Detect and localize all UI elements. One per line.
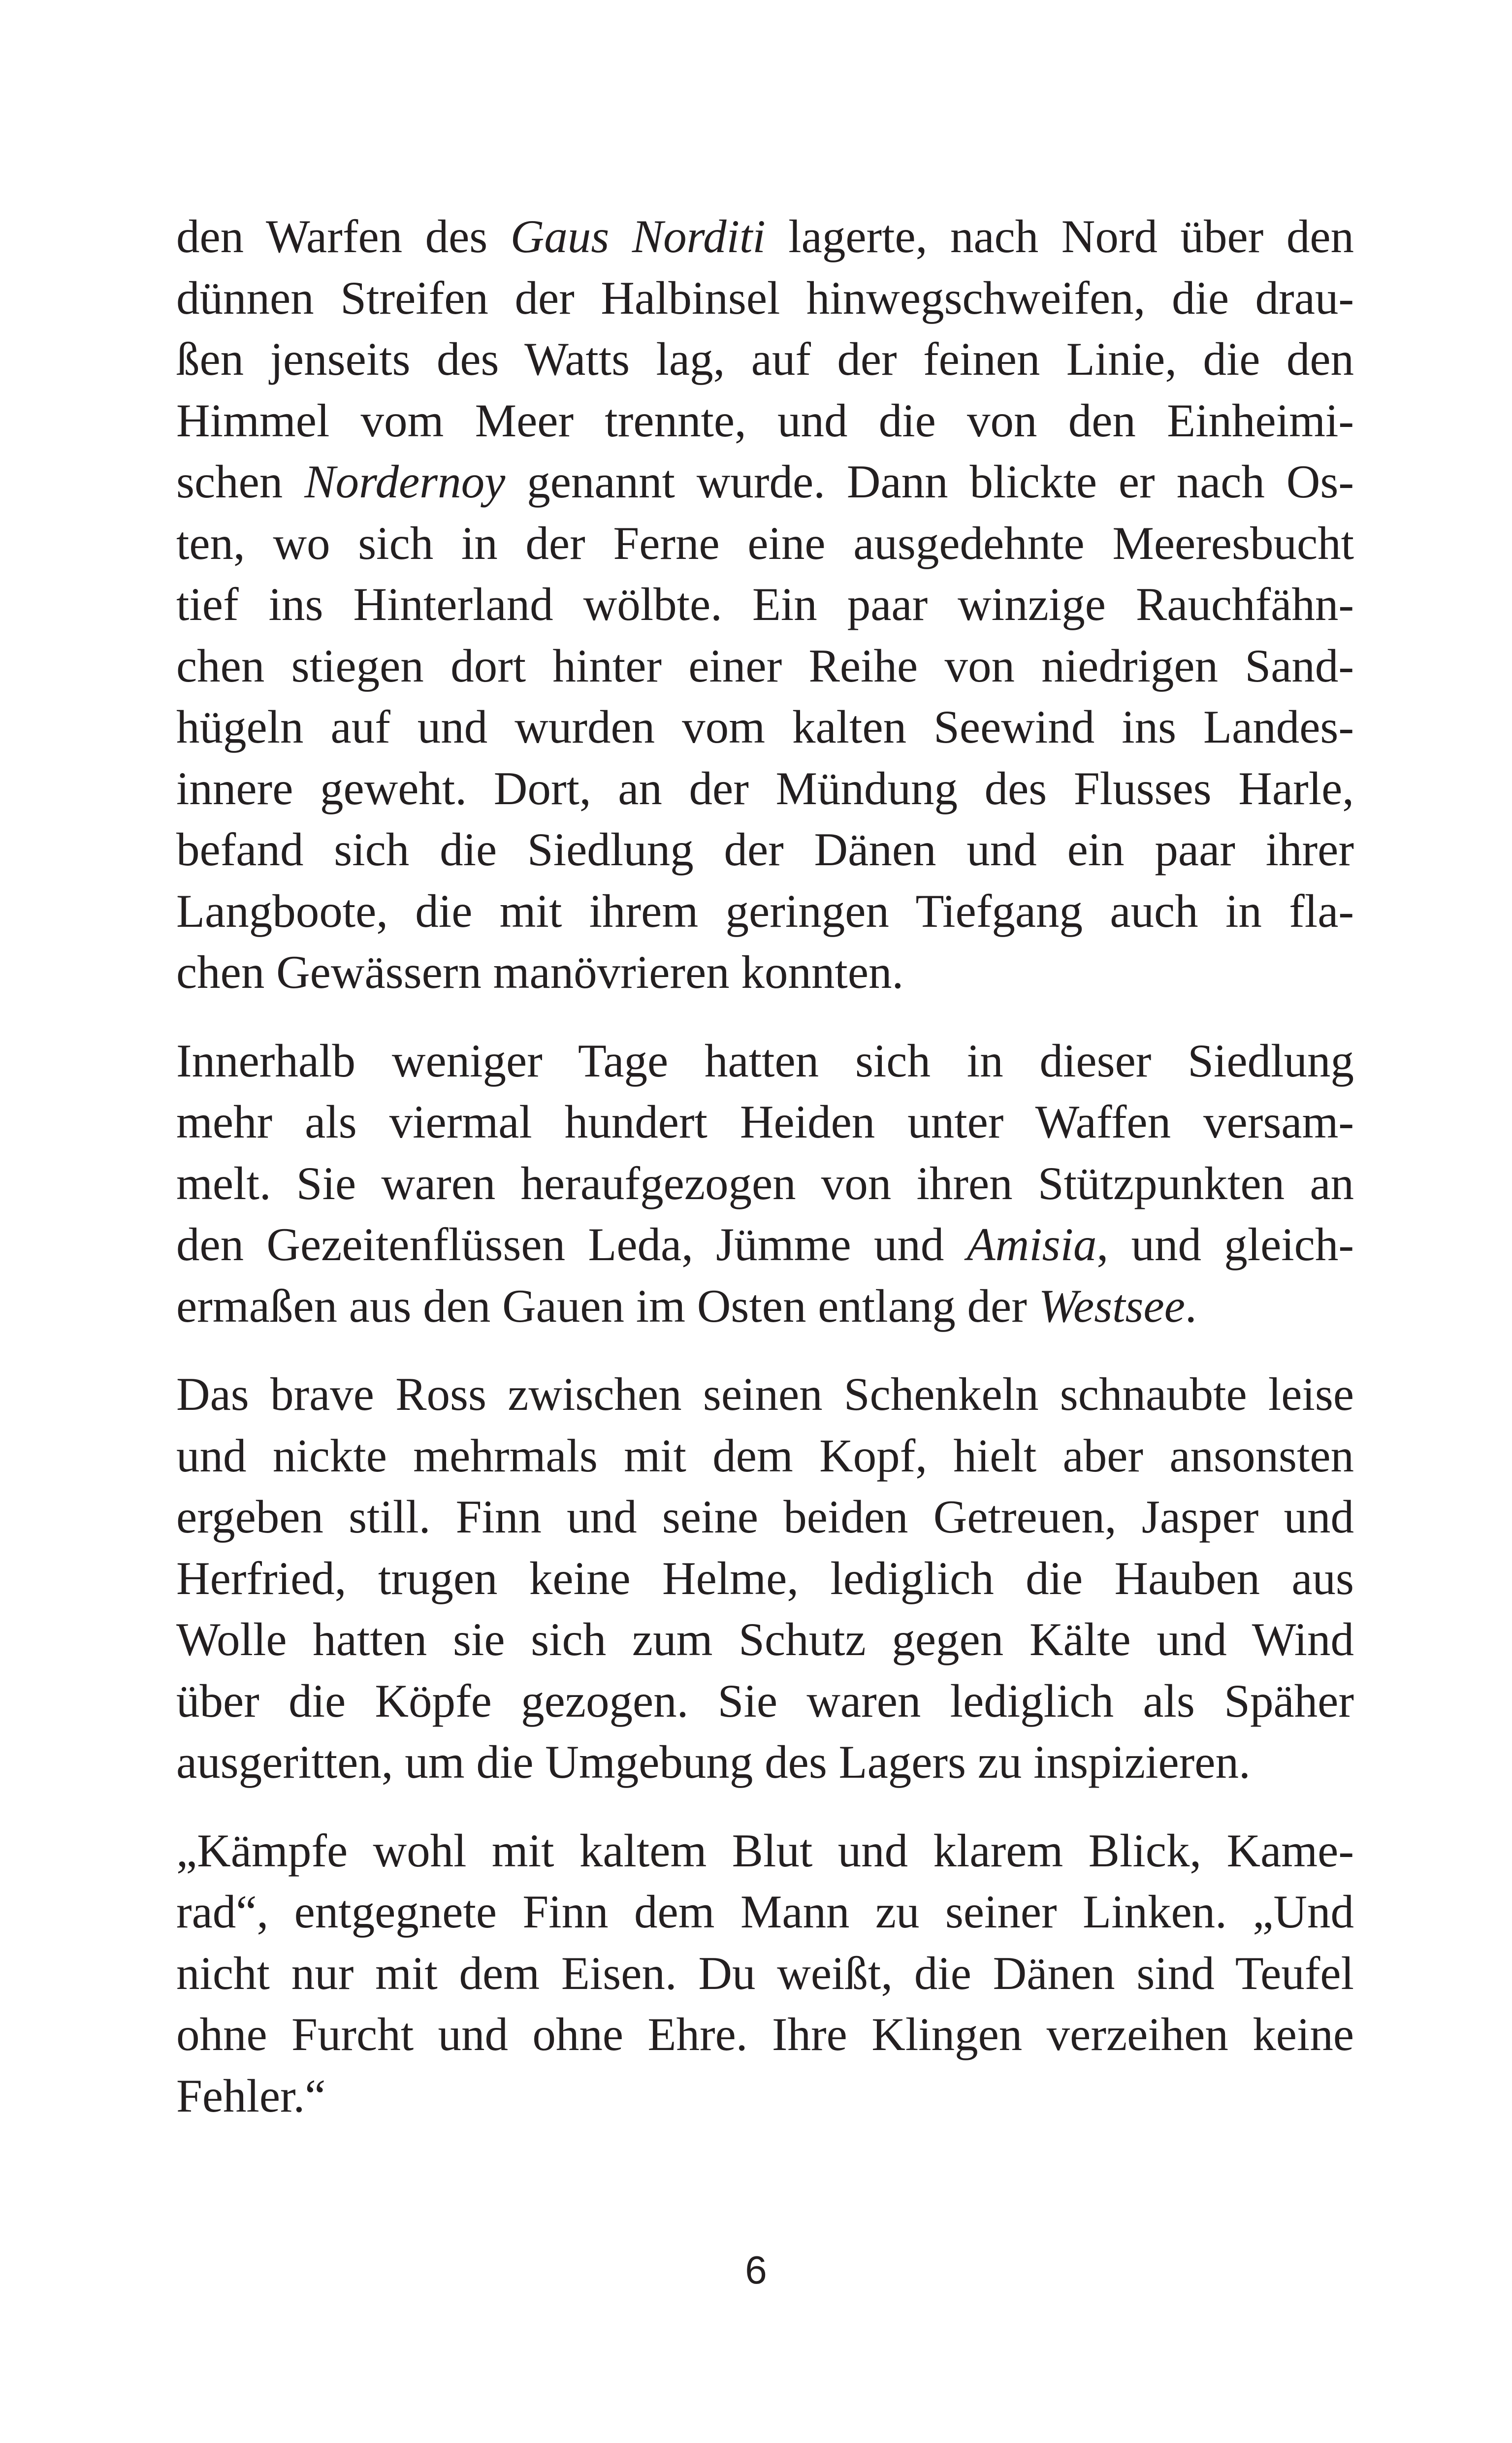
text-run: tief ins Hinterland wölbte. Ein paar winzige Rauchfähn- [176,578,1354,630]
text-line [176,451,1354,513]
italic-text-run: Nordernoy [304,456,506,508]
text-line [176,513,1354,574]
text-run: melt. Sie waren heraufgezogen von ihren Stützpunkten an [176,1157,1354,1209]
text-run: ergeben still. Finn und seine beiden Getreuen, Jasper und [176,1491,1354,1543]
text-run: Wolle hatten sie sich zum Schutz gegen Kälte und Wind [176,1613,1354,1665]
text-run: . [1185,1279,1197,1332]
text-run: ermaßen aus den Gauen im Osten entlang der [176,1279,1039,1332]
text-run: und nickte mehrmals mit dem Kopf, hielt aber ansonsten [176,1429,1354,1482]
text-line [176,696,1354,758]
text-run: chen stiegen dort hinter einer Reihe von niedrigen Sand- [176,639,1354,692]
text-run: chen Gewässern manövrieren konnten. [176,946,904,998]
text-line [176,1548,1354,1609]
text-line [176,942,1354,1003]
text-run: dünnen Streifen der Halbinsel hinwegschweifen, die drau- [176,271,1354,324]
book-page-body [176,206,1354,2153]
text-run: Herfried, trugen keine Helme, lediglich die Hauben aus [176,1552,1354,1604]
paragraph [176,1820,1354,2127]
text-run: lagerte, nach Nord über den [765,210,1354,262]
text-run: innere geweht. Dort, an der Mündung des Flusses Harle, [176,762,1354,814]
text-line [176,1153,1354,1214]
paragraph [176,1364,1354,1793]
text-line [176,1275,1354,1337]
text-run: , und gleich- [1096,1218,1354,1270]
italic-text-run: Amisia [966,1218,1097,1270]
text-line [176,635,1354,697]
text-line [176,574,1354,635]
italic-text-run: Westsee [1038,1279,1185,1332]
text-run: ßen jenseits des Watts lag, auf der feinen Linie, die den [176,333,1354,385]
text-line [176,1731,1354,1793]
text-run: befand sich die Siedlung der Dänen und ein paar ihrer [176,823,1354,876]
text-line [176,1670,1354,1732]
page-number: 6 [745,2248,767,2292]
text-line [176,2065,1354,2127]
text-run: hügeln auf und wurden vom kalten Seewind ins Landes- [176,701,1354,753]
text-line [176,1030,1354,1092]
text-line [176,1486,1354,1548]
text-line [176,1820,1354,1882]
text-line [176,1609,1354,1670]
text-run: den Warfen des [176,210,511,262]
text-line [176,819,1354,880]
text-line [176,267,1354,329]
text-line [176,2004,1354,2065]
text-line [176,1425,1354,1487]
text-run: Fehler.“ [176,2069,326,2122]
text-run: „Kämpfe wohl mit kaltem Blut und klarem Blick, Kame- [176,1824,1354,1877]
text-line [176,206,1354,267]
text-line [176,1214,1354,1275]
text-run: schen [176,456,305,508]
text-line [176,328,1354,390]
text-line [176,880,1354,942]
text-run: über die Köpfe gezogen. Sie waren lediglich als Späher [176,1674,1354,1727]
paragraph [176,1030,1354,1337]
text-run: Langboote, die mit ihrem geringen Tiefgang auch in fla- [176,884,1354,937]
text-body [176,206,1354,2126]
text-line [176,1364,1354,1425]
text-line [176,390,1354,452]
text-run: den Gezeitenflüssen Leda, Jümme und [176,1218,967,1270]
text-line [176,1091,1354,1153]
text-run: ten, wo sich in der Ferne eine ausgedehnte Meeresbucht [176,517,1354,569]
text-line [176,1881,1354,1943]
paragraph [176,206,1354,1003]
text-run: mehr als viermal hundert Heiden unter Waffen versam- [176,1096,1354,1148]
text-run: Das brave Ross zwischen seinen Schenkeln schnaubte leise [176,1368,1354,1420]
text-run: Himmel vom Meer trennte, und die von den Einheimi- [176,394,1354,447]
text-run: ausgeritten, um die Umgebung des Lagers zu inspizieren. [176,1736,1251,1788]
text-run: rad“, entgegnete Finn dem Mann zu seiner Linken. „Und [176,1886,1354,1938]
text-run: genannt wurde. Dann blickte er nach Os- [505,456,1354,508]
text-line [176,1943,1354,2004]
text-run: ohne Furcht und ohne Ehre. Ihre Klingen verzeihen keine [176,2008,1354,2060]
text-line [176,758,1354,819]
italic-text-run: Gaus Norditi [510,210,766,262]
text-run: nicht nur mit dem Eisen. Du weißt, die Dänen sind Teufel [176,1947,1354,1999]
text-run: Innerhalb weniger Tage hatten sich in dieser Siedlung [176,1034,1354,1087]
